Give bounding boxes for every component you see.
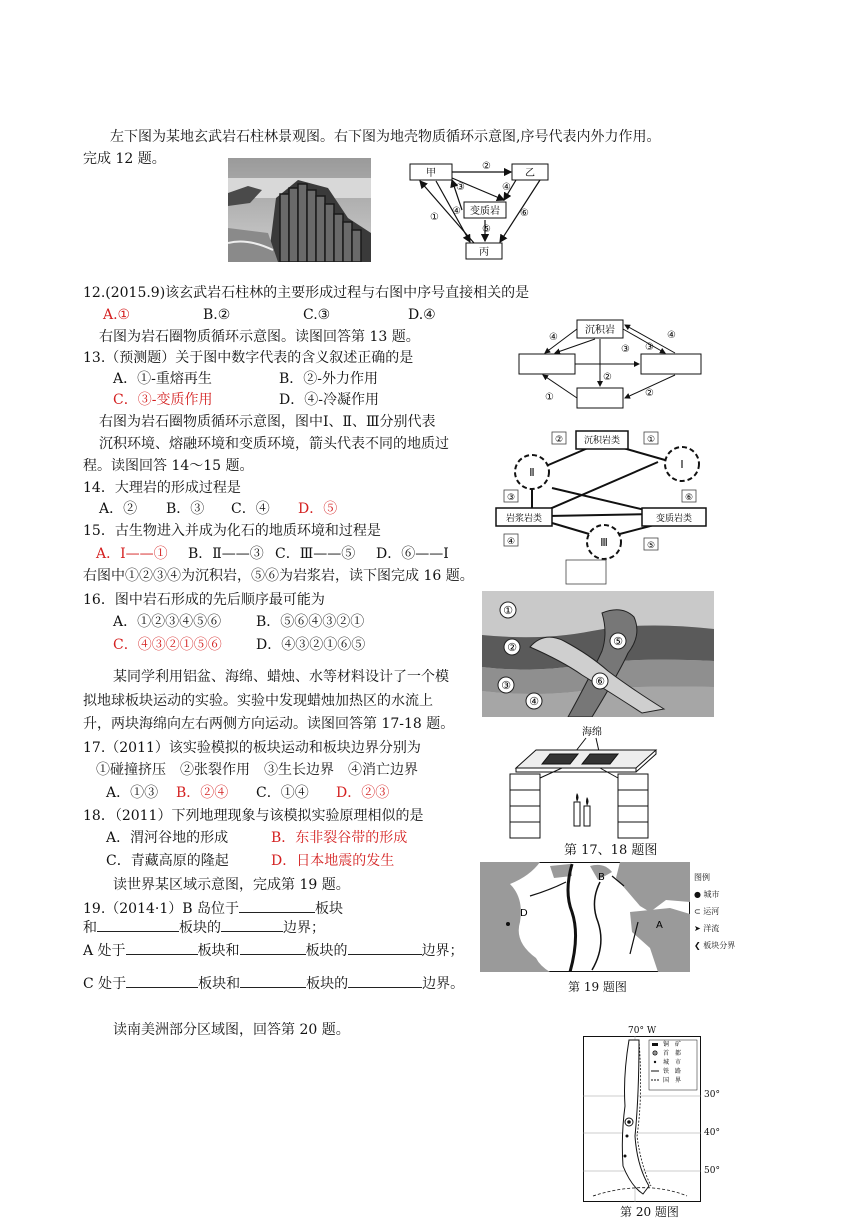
legend-city-text: 城市 <box>703 890 720 899</box>
q17-option-a: A．①③ <box>106 785 159 801</box>
q19-line-1-b: 板块 <box>315 901 343 917</box>
q13-option-c <box>113 390 212 410</box>
q17-option-b <box>176 783 228 803</box>
q14-option-b: B．③ <box>166 501 205 517</box>
legend-canal: ⊂ 运河 <box>694 907 720 916</box>
q19-line-3-b: 板块和 <box>197 943 240 959</box>
env-3: Ⅲ <box>600 536 608 549</box>
q18-option-d-text: D．日本地震的发生 <box>271 853 395 869</box>
q16-option-c: C．④③②①⑤⑥ <box>113 637 222 653</box>
q19-blank-2[interactable] <box>97 917 179 932</box>
longitude-70w: 70° W <box>628 1026 657 1036</box>
north-atlantic-map <box>480 862 690 972</box>
q14-stem: 14．大理岩的形成过程是 <box>83 480 241 496</box>
q17-stem: 17.（2011）该实验模拟的板块运动和板块边界分别为 <box>83 740 421 756</box>
stratum-4: ④ <box>529 695 539 708</box>
q13-option-c-text: C．③-变质作用 <box>113 392 213 408</box>
legend-boundary: ❮ 板块分界 <box>694 941 736 950</box>
box-jia: 甲 <box>426 168 436 179</box>
q17-option-d <box>336 783 389 803</box>
map-label-a: A <box>656 920 663 931</box>
q18-option-d <box>271 851 394 871</box>
box-bing: 丙 <box>479 247 489 258</box>
q19-line-2-b: 板块的 <box>179 920 221 936</box>
stratum-1: ① <box>503 604 513 617</box>
plate-experiment-diagram <box>506 724 666 842</box>
q17-intro-line-3: 升，两块海绵向左右两侧方向运动。读图回答第 17-18 题。 <box>83 716 455 732</box>
q13-option-d: D．④-冷凝作用 <box>279 392 379 408</box>
q15-option-c: C．Ⅲ——⑤ <box>275 546 356 562</box>
map-label-d: D <box>520 908 528 919</box>
q19-line-4-b: 板块和 <box>198 976 241 992</box>
q16-intro: 右图中①②③④为沉积岩，⑤⑥为岩浆岩，读下图完成 16 题。 <box>83 568 474 584</box>
label-3-right: ③ <box>645 342 654 353</box>
label-2-right: ② <box>645 388 654 399</box>
stratum-2: ② <box>507 641 517 654</box>
q14-option-d: D．⑤ <box>298 501 338 517</box>
q19-line-3 <box>83 940 464 961</box>
latitude-50: 50° <box>704 1166 720 1176</box>
env-1: Ⅰ <box>680 458 684 471</box>
intrusion-5: ⑤ <box>613 635 623 648</box>
rock-strata-diagram-q16 <box>482 591 714 717</box>
proc-5: ⑤ <box>646 541 656 551</box>
num-6: ⑥ <box>520 208 529 219</box>
q15-option-d: D．⑥——Ⅰ <box>376 546 449 562</box>
q17-intro-line-1: 某同学利用铝盆、海绵、蜡烛、水等材料设计了一个模 <box>113 669 449 685</box>
rock-cycle-diagram-q13 <box>515 316 715 412</box>
q12-option-c: C.③ <box>303 307 331 323</box>
q16-option-a: A．①②③④⑤⑥ <box>113 614 222 630</box>
q19-blank-7[interactable] <box>126 973 198 988</box>
q17-option-d-text: D．②③ <box>336 785 390 801</box>
legend-title: 图例 <box>694 873 710 882</box>
q14-option-c: C．④ <box>231 501 270 517</box>
fig17-caption: 第 17、18 题图 <box>564 843 658 858</box>
q19-blank-9[interactable] <box>348 973 422 988</box>
intrusion-6: ⑥ <box>595 675 605 688</box>
legend-railway: 铁 路 <box>663 1068 682 1075</box>
legend-canal-text: 运河 <box>703 907 720 916</box>
q12-option-a: A.① <box>103 307 131 323</box>
proc-4: ④ <box>506 537 516 547</box>
q20-intro: 读南美洲部分区域图，回答第 20 题。 <box>113 1022 350 1038</box>
legend-border: 国 界 <box>663 1077 682 1084</box>
q12-option-b: B.② <box>203 307 231 323</box>
num-3: ③ <box>456 182 465 193</box>
q14-intro-line-2: 沉积环境、熔融环境和变质环境，箭头代表不同的地质过 <box>99 436 449 452</box>
box-sedimentary-class: 沉积岩类 <box>583 436 621 446</box>
q19-line-3-a: A 处于 <box>83 943 126 959</box>
q15-stem: 15．古生物进入并成为化石的地质环境和过程是 <box>83 523 381 539</box>
q17-statements: ①碰撞挤压 ②张裂作用 ③生长边界 ④消亡边界 <box>96 762 418 778</box>
label-4-right: ④ <box>667 330 676 341</box>
fig20-caption: 第 20 题图 <box>620 1205 679 1219</box>
south-america-map <box>583 1036 701 1202</box>
proc-2: ② <box>554 435 564 445</box>
q19-blank-3[interactable] <box>221 917 283 932</box>
num-1: ① <box>430 212 439 223</box>
q16-option-d: D．④③②①⑥⑤ <box>256 637 366 653</box>
q19-blank-5[interactable] <box>240 940 306 955</box>
q17-option-c: C．①④ <box>256 785 309 801</box>
q12-option-d: D.④ <box>408 307 436 323</box>
basalt-column-photo <box>228 158 371 262</box>
q15-option-a: A．Ⅰ——① <box>96 546 168 562</box>
label-3-center: ③ <box>621 344 630 355</box>
proc-3: ③ <box>506 493 516 503</box>
q13-option-a: A．①-重熔再生 <box>113 371 212 387</box>
q19-line-2-a: 和 <box>83 920 97 936</box>
legend-boundary-text: 板块分界 <box>703 941 736 950</box>
crust-cycle-diagram-q12 <box>400 158 560 264</box>
q14-option-a: A．② <box>99 501 138 517</box>
q19-line-4-d: 边界。 <box>422 976 465 992</box>
q14-intro-line-1: 右图为岩石圈物质循环示意图，图中Ⅰ、Ⅱ、Ⅲ分别代表 <box>99 414 436 430</box>
q17-option-b-text: B．②④ <box>176 785 229 801</box>
q19-blank-4[interactable] <box>126 940 198 955</box>
rock-environment-diagram-q14 <box>492 428 718 586</box>
q17-intro-line-2: 拟地球板块运动的实验。实验中发现蜡烛加热区的水流上 <box>83 693 433 709</box>
q19-line-3-d: 边界； <box>421 943 464 959</box>
q19-line-1-a: 19.（2014·1）B 岛位于 <box>83 901 239 917</box>
box-sedimentary: 沉积岩 <box>585 325 615 336</box>
stratum-3: ③ <box>501 679 511 692</box>
q18-option-c: C．青藏高原的隆起 <box>106 853 229 869</box>
q19-blank-8[interactable] <box>240 973 306 988</box>
q19-intro: 读世界某区域示意图，完成第 19 题。 <box>113 877 350 893</box>
legend-copper: 铜 矿 <box>663 1041 682 1048</box>
q12-stem: 12.(2015.9)该玄武岩石柱林的主要形成过程与右图中序号直接相关的是 <box>83 285 530 301</box>
num-2: ② <box>482 161 491 172</box>
legend-current: ➤ 洋流 <box>694 924 720 933</box>
legend-current-text: 洋流 <box>703 924 720 933</box>
box-igneous-class: 岩浆岩类 <box>505 514 543 524</box>
q16-stem: 16．图中岩石形成的先后顺序最可能为 <box>83 592 325 608</box>
legend-capital: 首 都 <box>663 1050 682 1057</box>
proc-6: ⑥ <box>684 493 694 503</box>
num-4-upper: ④ <box>502 182 511 193</box>
q19-blank-6[interactable] <box>348 940 422 955</box>
sponge-label: 海绵 <box>582 727 602 738</box>
box-yi: 乙 <box>525 168 535 179</box>
map-label-b: B <box>598 872 605 883</box>
box-metamorphic: 变质岩 <box>470 206 500 217</box>
q19-line-4 <box>83 973 464 994</box>
q13-intro: 右图为岩石圈物质循环示意图。读图回答第 13 题。 <box>99 329 420 345</box>
latitude-30: 30° <box>704 1090 720 1100</box>
label-2-center: ② <box>603 372 612 383</box>
q18-option-a: A．渭河谷地的形成 <box>106 830 229 846</box>
map19-legend <box>694 872 754 952</box>
env-2: Ⅱ <box>529 466 535 479</box>
label-1-left: ① <box>545 392 554 403</box>
q16-option-b: B．⑤⑥④③②① <box>256 614 365 630</box>
q19-line-4-c: 板块的 <box>306 976 349 992</box>
q14-intro-line-3: 程。读图回答 14～15 题。 <box>83 458 254 474</box>
num-4-left: ④ <box>452 206 461 217</box>
label-4-left: ④ <box>549 332 558 343</box>
box-metamorphic-class: 变质岩类 <box>655 514 693 524</box>
intro-line-1: 左下图为某地玄武岩石柱林景观图。右下图为地壳物质循环示意图,序号代表内外力作用。 <box>110 129 661 145</box>
q19-line-2 <box>83 917 325 938</box>
proc-1: ① <box>646 435 656 445</box>
legend-city: ● 城市 <box>694 890 720 899</box>
fig19-caption: 第 19 题图 <box>568 980 627 994</box>
q18-stem: 18．（2011）下列地理现象与该模拟实验原理相似的是 <box>83 808 424 824</box>
q15-option-b: B．Ⅱ——③ <box>188 546 264 562</box>
intro-line-2: 完成 12 题。 <box>83 151 166 167</box>
q19-line-3-c: 板块的 <box>305 943 348 959</box>
q19-blank-1[interactable] <box>239 898 315 913</box>
q13-option-b: B．②-外力作用 <box>279 371 379 387</box>
q19-line-4-a: C 处于 <box>83 976 127 992</box>
legend-city: 城 市 <box>663 1059 682 1066</box>
q18-option-b: B．东非裂谷带的形成 <box>271 830 408 846</box>
latitude-40: 40° <box>704 1128 720 1138</box>
q19-line-2-c: 边界； <box>283 920 325 936</box>
num-4-lower: ⑤ <box>482 224 491 235</box>
q13-stem: 13.（预测题）关于图中数字代表的含义叙述正确的是 <box>83 350 414 366</box>
q19-line-1 <box>83 898 343 919</box>
